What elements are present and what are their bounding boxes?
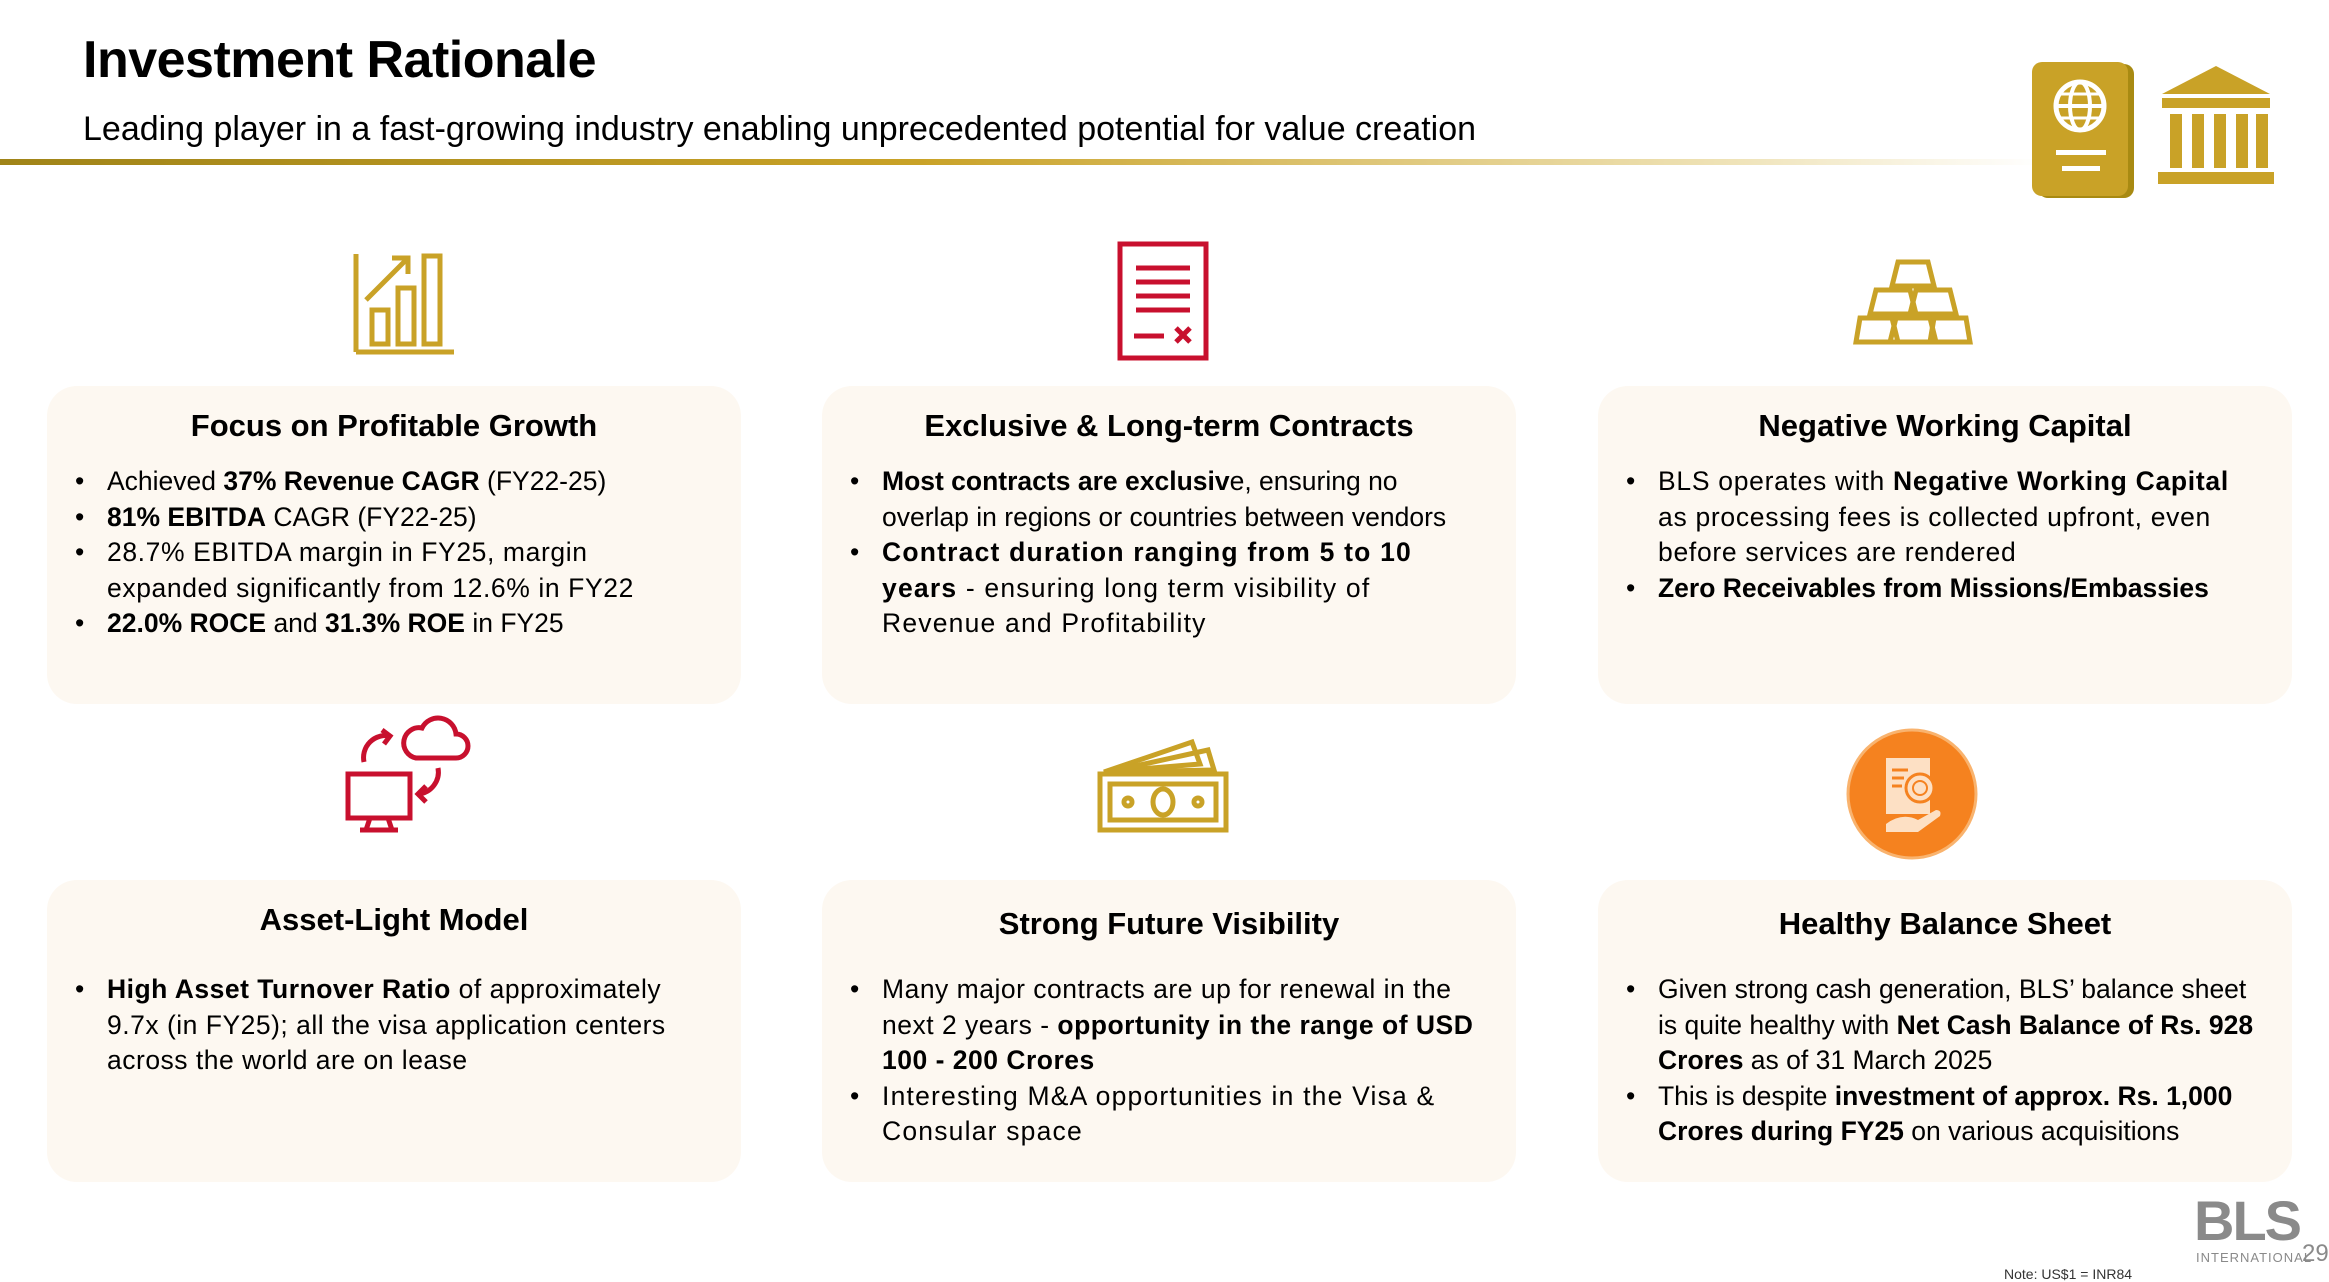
card-long-term-contracts (822, 386, 1516, 704)
card-bullets (75, 958, 713, 1079)
bullet-asset-turnover: • High Asset Turnover Ratio of approximately 9.7x (in FY25); all the visa application centers across the world are on lease (107, 972, 713, 1079)
bullet-acquisition-investment: • This is despite investment of approx. Rs. 1,000 Crores during FY25 on various acquisitions (1658, 1079, 2264, 1150)
bar-chart-growth-icon (352, 248, 458, 356)
bullet-contract-duration: • Contract duration ranging from 5 to 10 years - ensuring long term visibility of Revenue and Profitability (882, 535, 1488, 642)
cloud-computer-icon (344, 716, 470, 834)
gold-bars-icon (1854, 258, 1972, 346)
card-bullets (1626, 464, 2264, 606)
bullet-ebitda-cagr: • 81% EBITDA CAGR (FY22-25) (107, 500, 713, 536)
header-divider (0, 159, 2040, 165)
contract-document-icon (1116, 240, 1210, 362)
cash-banknote-icon (1096, 738, 1230, 836)
card-strong-future-visibility (822, 880, 1516, 1182)
card-title: Exclusive & Long-term Contracts (924, 408, 1414, 443)
secure-document-badge-icon (1846, 728, 1978, 860)
card-profitable-growth (47, 386, 741, 704)
card-title: Focus on Profitable Growth (190, 408, 598, 443)
page-title: Investment Rationale (83, 31, 597, 89)
bullet-zero-receivables: • Zero Receivables from Missions/Embassies (1658, 571, 2264, 607)
bullet-ebitda-margin: • 28.7% EBITDA margin in FY25, margin expanded significantly from 12.6% in FY22 (107, 535, 713, 606)
brand-logo: BLS (2194, 1189, 2300, 1252)
bank-building-icon (2156, 64, 2276, 188)
passport-icon (2030, 60, 2136, 202)
page-number: 29 (2302, 1240, 2329, 1267)
bullet-ma-opportunities: • Interesting M&A opportunities in the Visa & Consular space (882, 1079, 1488, 1150)
card-bullets (1626, 962, 2264, 1150)
card-bullets (75, 464, 713, 642)
card-bullets (850, 464, 1488, 642)
brand-logo-subtitle: INTERNATIONAL (2196, 1250, 2313, 1265)
card-title: Healthy Balance Sheet (1778, 906, 2112, 941)
card-title: Strong Future Visibility (998, 906, 1340, 941)
card-title: Negative Working Capital (1758, 408, 2132, 443)
bullet-roce-roe: • 22.0% ROCE and 31.3% ROE in FY25 (107, 606, 713, 642)
card-title: Asset-Light Model (259, 902, 529, 937)
bullet-net-cash: • Given strong cash generation, BLS’ balance sheet is quite healthy with Net Cash Balance of Rs. 928 Crores as of 31 March 2025 (1658, 972, 2264, 1079)
bullet-revenue-cagr: • Achieved 37% Revenue CAGR (FY22-25) (107, 464, 713, 500)
card-healthy-balance-sheet (1598, 880, 2292, 1182)
bullet-renewal-opportunity: • Many major contracts are up for renewal in the next 2 years - opportunity in the range of USD 100 - 200 Crores (882, 972, 1488, 1079)
card-negative-working-capital (1598, 386, 2292, 704)
card-asset-light-model (47, 880, 741, 1182)
bullet-working-capital: • BLS operates with Negative Working Capital as processing fees is collected upfront, even before services are rendered (1658, 464, 2264, 571)
card-bullets (850, 962, 1488, 1150)
currency-note: Note: US$1 = INR84 (2004, 1266, 2133, 1282)
page-subtitle: Leading player in a fast-growing industry enabling unprecedented potential for value creation (83, 110, 1477, 148)
bullet-exclusive-contracts: • Most contracts are exclusive, ensuring no overlap in regions or countries between vendors (882, 464, 1488, 535)
